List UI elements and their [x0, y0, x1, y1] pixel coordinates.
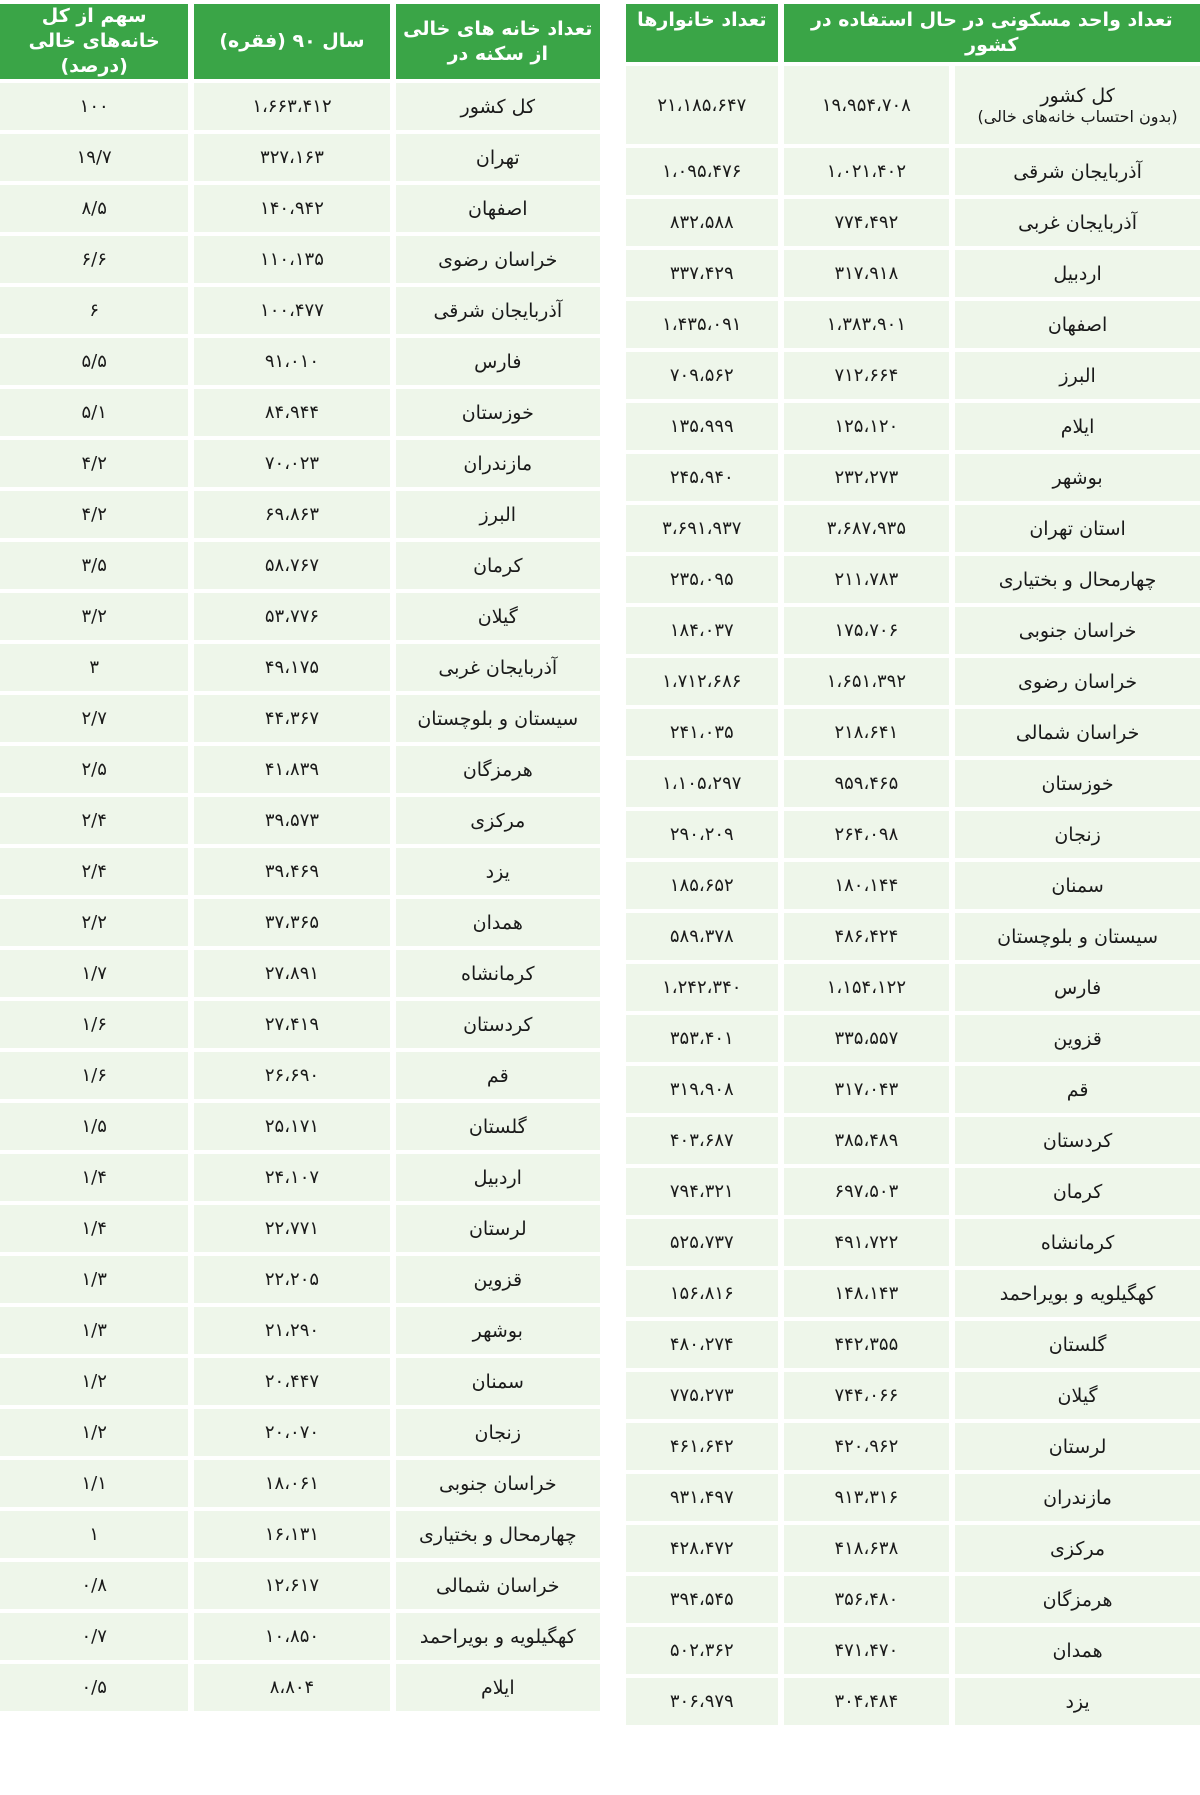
housing-units-cell: ۴۴۲،۳۵۵ — [784, 1321, 950, 1368]
vacant-share-cell: ۱/۶ — [0, 1001, 188, 1048]
vacant-share-cell: ۱/۳ — [0, 1307, 188, 1354]
households-header: تعداد خانوارها — [626, 4, 778, 62]
households-cell: ۱۸۵،۶۵۲ — [626, 862, 778, 909]
vacant-count-cell: ۲۱،۲۹۰ — [194, 1307, 389, 1354]
vacant-count-cell: ۳۹،۵۷۳ — [194, 797, 389, 844]
vacant-count-cell: ۱،۶۶۳،۴۱۲ — [194, 83, 389, 130]
vacant-share-cell: ۱/۵ — [0, 1103, 188, 1150]
vacant-share-cell: ۲/۵ — [0, 746, 188, 793]
table-row — [0, 1460, 600, 1507]
table-row — [626, 607, 1200, 654]
table-row — [0, 1511, 600, 1558]
vacant-name-header: تعداد خانه های خالی از سکنه در — [396, 4, 600, 79]
vacant-share-cell: ۳ — [0, 644, 188, 691]
table-row — [0, 1358, 600, 1405]
table-row — [0, 746, 600, 793]
province-name-cell: قم — [955, 1066, 1200, 1113]
housing-units-cell: ۱۸۰،۱۴۴ — [784, 862, 950, 909]
province-name-cell: مازندران — [955, 1474, 1200, 1521]
province-name-cell: آذربایجان غربی — [396, 644, 600, 691]
vacant-count-cell: ۱۲،۶۱۷ — [194, 1562, 389, 1609]
housing-units-cell: ۱،۰۲۱،۴۰۲ — [784, 148, 950, 195]
table-row — [0, 1664, 600, 1711]
province-name-cell: لرستان — [955, 1423, 1200, 1470]
housing-units-cell: ۳۸۵،۴۸۹ — [784, 1117, 950, 1164]
vacant-share-cell: ۱ — [0, 1511, 188, 1558]
province-name-cell: کل کشور — [396, 83, 600, 130]
table-row — [626, 862, 1200, 909]
vacant-share-cell: ۱/۱ — [0, 1460, 188, 1507]
province-name-cell: زنجان — [396, 1409, 600, 1456]
households-cell: ۲۹۰،۲۰۹ — [626, 811, 778, 858]
table-row — [0, 440, 600, 487]
province-name-cell: خراسان رضوی — [396, 236, 600, 283]
province-name-cell: کرمان — [396, 542, 600, 589]
households-cell: ۳۵۳،۴۰۱ — [626, 1015, 778, 1062]
province-name-cell: کرمانشاه — [955, 1219, 1200, 1266]
vacant-houses-body — [0, 83, 600, 1711]
province-name-cell: آذربایجان غربی — [955, 199, 1200, 246]
households-cell: ۱،۲۴۲،۳۴۰ — [626, 964, 778, 1011]
vacant-count-cell: ۲۰،۴۴۷ — [194, 1358, 389, 1405]
housing-units-cell: ۳۳۵،۵۵۷ — [784, 1015, 950, 1062]
households-cell: ۷۹۴،۳۲۱ — [626, 1168, 778, 1215]
table-row — [626, 1423, 1200, 1470]
province-name-cell: هرمزگان — [955, 1576, 1200, 1623]
vacant-share-cell: ۱۰۰ — [0, 83, 188, 130]
vacant-count-cell: ۳۷،۳۶۵ — [194, 899, 389, 946]
vacant-count-cell: ۴۱،۸۳۹ — [194, 746, 389, 793]
table-row — [0, 338, 600, 385]
province-name-cell: گلستان — [955, 1321, 1200, 1368]
housing-units-cell: ۷۱۲،۶۶۴ — [784, 352, 950, 399]
vacant-share-cell: ۴/۲ — [0, 440, 188, 487]
table-row — [0, 83, 600, 130]
households-cell: ۱۳۵،۹۹۹ — [626, 403, 778, 450]
vacant-count-cell: ۵۳،۷۷۶ — [194, 593, 389, 640]
province-name-cell: خراسان جنوبی — [955, 607, 1200, 654]
vacant-count-cell: ۲۷،۴۱۹ — [194, 1001, 389, 1048]
table-row — [626, 66, 1200, 144]
province-name-cell: قزوین — [955, 1015, 1200, 1062]
table-row — [626, 1015, 1200, 1062]
housing-units-cell: ۷۴۴،۰۶۶ — [784, 1372, 950, 1419]
vacant-count-cell: ۵۸،۷۶۷ — [194, 542, 389, 589]
province-name-cell: زنجان — [955, 811, 1200, 858]
households-cell: ۱،۱۰۵،۲۹۷ — [626, 760, 778, 807]
housing-units-header: تعداد واحد مسکونی در حال استفاده در کشور — [784, 4, 1200, 62]
province-name-cell: اردبیل — [955, 250, 1200, 297]
vacant-share-cell: ۱/۶ — [0, 1052, 188, 1099]
table-row — [0, 1154, 600, 1201]
table-row — [0, 1409, 600, 1456]
vacant-share-cell: ۵/۱ — [0, 389, 188, 436]
province-name-cell: خراسان رضوی — [955, 658, 1200, 705]
table-row — [626, 1372, 1200, 1419]
table-row — [0, 389, 600, 436]
households-cell: ۷۰۹،۵۶۲ — [626, 352, 778, 399]
housing-units-cell: ۱۲۵،۱۲۰ — [784, 403, 950, 450]
province-name-cell: خراسان جنوبی — [396, 1460, 600, 1507]
households-cell: ۱۸۴،۰۳۷ — [626, 607, 778, 654]
households-cell: ۳۱۹،۹۰۸ — [626, 1066, 778, 1113]
table-row — [626, 505, 1200, 552]
vacant-share-cell: ۸/۵ — [0, 185, 188, 232]
housing-units-cell: ۴۱۸،۶۳۸ — [784, 1525, 950, 1572]
table-row — [0, 185, 600, 232]
table-row — [0, 848, 600, 895]
households-cell: ۷۷۵،۲۷۳ — [626, 1372, 778, 1419]
province-name-cell: گیلان — [396, 593, 600, 640]
vacant-houses-header-row — [0, 4, 600, 79]
housing-units-table — [620, 0, 1200, 1729]
table-row — [626, 1117, 1200, 1164]
province-name-cell: سمنان — [396, 1358, 600, 1405]
province-name-cell: سمنان — [955, 862, 1200, 909]
row-name-subtitle: (بدون احتساب خانه‌های خالی) — [977, 106, 1178, 126]
table-row — [0, 593, 600, 640]
table-row — [0, 797, 600, 844]
households-cell: ۱۵۶،۸۱۶ — [626, 1270, 778, 1317]
table-row — [0, 236, 600, 283]
housing-units-cell: ۳۰۴،۴۸۴ — [784, 1678, 950, 1725]
vacant-share-cell: ۳/۵ — [0, 542, 188, 589]
province-name-cell: یزد — [396, 848, 600, 895]
province-name-cell: بوشهر — [955, 454, 1200, 501]
vacant-count-cell: ۲۴،۱۰۷ — [194, 1154, 389, 1201]
province-name-cell: هرمزگان — [396, 746, 600, 793]
vacant-count-cell: ۸،۸۰۴ — [194, 1664, 389, 1711]
households-cell: ۲۴۵،۹۴۰ — [626, 454, 778, 501]
province-name-cell: مرکزی — [955, 1525, 1200, 1572]
households-cell: ۱،۷۱۲،۶۸۶ — [626, 658, 778, 705]
households-cell: ۴۶۱،۶۴۲ — [626, 1423, 778, 1470]
vacant-share-cell: ۲/۴ — [0, 848, 188, 895]
vacant-share-cell: ۱/۲ — [0, 1358, 188, 1405]
province-name-cell: خراسان شمالی — [396, 1562, 600, 1609]
housing-units-body — [626, 66, 1200, 1725]
province-name-cell: گیلان — [955, 1372, 1200, 1419]
table-row — [626, 1678, 1200, 1725]
households-cell: ۵۲۵،۷۳۷ — [626, 1219, 778, 1266]
province-name-cell: سیستان و بلوچستان — [955, 913, 1200, 960]
vacant-year-header: سال ۹۰ (فقره) — [194, 4, 389, 79]
table-row — [626, 1321, 1200, 1368]
table-row — [0, 1307, 600, 1354]
table-row — [0, 950, 600, 997]
vacant-share-cell: ۱۹/۷ — [0, 134, 188, 181]
households-cell: ۴۲۸،۴۷۲ — [626, 1525, 778, 1572]
households-cell: ۲۳۵،۰۹۵ — [626, 556, 778, 603]
households-cell: ۲۱،۱۸۵،۶۴۷ — [626, 66, 778, 144]
vacant-share-cell: ۳/۲ — [0, 593, 188, 640]
housing-units-cell: ۲۳۲،۲۷۳ — [784, 454, 950, 501]
table-row — [626, 148, 1200, 195]
province-name-cell: کهگیلویه و بویراحمد — [396, 1613, 600, 1660]
province-name-cell — [955, 66, 1200, 144]
row-name-text: کل کشور — [1040, 84, 1115, 107]
table-row — [626, 760, 1200, 807]
households-cell: ۳۰۶،۹۷۹ — [626, 1678, 778, 1725]
province-name-cell: کردستان — [396, 1001, 600, 1048]
housing-units-cell: ۴۹۱،۷۲۲ — [784, 1219, 950, 1266]
housing-units-cell: ۱،۱۵۴،۱۲۲ — [784, 964, 950, 1011]
vacant-share-cell: ۶/۶ — [0, 236, 188, 283]
households-cell: ۴۸۰،۲۷۴ — [626, 1321, 778, 1368]
vacant-count-cell: ۲۵،۱۷۱ — [194, 1103, 389, 1150]
table-row — [626, 1474, 1200, 1521]
households-cell: ۱،۴۳۵،۰۹۱ — [626, 301, 778, 348]
province-name-cell: خراسان شمالی — [955, 709, 1200, 756]
table-row — [626, 1066, 1200, 1113]
households-cell: ۳۳۷،۴۲۹ — [626, 250, 778, 297]
province-name-cell: اصفهان — [955, 301, 1200, 348]
housing-units-cell: ۴۲۰،۹۶۲ — [784, 1423, 950, 1470]
vacant-count-cell: ۴۹،۱۷۵ — [194, 644, 389, 691]
housing-units-cell: ۴۷۱،۴۷۰ — [784, 1627, 950, 1674]
vacant-count-cell: ۷۰،۰۲۳ — [194, 440, 389, 487]
vacant-share-cell: ۱/۲ — [0, 1409, 188, 1456]
province-name-cell: کرمان — [955, 1168, 1200, 1215]
table-row — [626, 1219, 1200, 1266]
households-cell: ۱،۰۹۵،۴۷۶ — [626, 148, 778, 195]
province-name-cell: مرکزی — [396, 797, 600, 844]
housing-units-cell: ۶۹۷،۵۰۳ — [784, 1168, 950, 1215]
table-row — [0, 491, 600, 538]
housing-units-cell: ۳۱۷،۹۱۸ — [784, 250, 950, 297]
vacant-houses-table — [0, 0, 606, 1715]
housing-units-cell: ۱۴۸،۱۴۳ — [784, 1270, 950, 1317]
vacant-count-cell: ۲۲،۲۰۵ — [194, 1256, 389, 1303]
housing-units-cell: ۲۱۱،۷۸۳ — [784, 556, 950, 603]
vacant-count-cell: ۱۰۰،۴۷۷ — [194, 287, 389, 334]
housing-units-header-row — [626, 4, 1200, 62]
vacant-count-cell: ۳۹،۴۶۹ — [194, 848, 389, 895]
table-row — [0, 542, 600, 589]
table-row — [626, 199, 1200, 246]
vacant-share-cell: ۴/۲ — [0, 491, 188, 538]
vacant-count-cell: ۲۲،۷۷۱ — [194, 1205, 389, 1252]
vacant-count-cell: ۸۴،۹۴۴ — [194, 389, 389, 436]
vacant-share-cell: ۲/۷ — [0, 695, 188, 742]
vacant-count-cell: ۲۰،۰۷۰ — [194, 1409, 389, 1456]
housing-units-cell: ۲۱۸،۶۴۱ — [784, 709, 950, 756]
households-cell: ۲۴۱،۰۳۵ — [626, 709, 778, 756]
vacant-count-cell: ۱۶،۱۳۱ — [194, 1511, 389, 1558]
housing-units-cell: ۱،۶۵۱،۳۹۲ — [784, 658, 950, 705]
province-name-cell: ایلام — [955, 403, 1200, 450]
housing-units-cell: ۱۹،۹۵۴،۷۰۸ — [784, 66, 950, 144]
vacant-count-cell: ۱۸،۰۶۱ — [194, 1460, 389, 1507]
province-name-cell: یزد — [955, 1678, 1200, 1725]
table-row — [626, 403, 1200, 450]
table-row — [626, 1576, 1200, 1623]
table-row — [0, 695, 600, 742]
province-name-cell: استان تهران — [955, 505, 1200, 552]
vacant-share-cell: ۱/۴ — [0, 1205, 188, 1252]
province-name-cell: آذربایجان شرقی — [396, 287, 600, 334]
housing-units-cell: ۳۱۷،۰۴۳ — [784, 1066, 950, 1113]
province-name-cell: چهارمحال و بختیاری — [955, 556, 1200, 603]
province-name-cell: ایلام — [396, 1664, 600, 1711]
table-row — [0, 644, 600, 691]
table-row — [0, 1613, 600, 1660]
province-name-cell: اردبیل — [396, 1154, 600, 1201]
table-row — [0, 899, 600, 946]
province-name-cell: تهران — [396, 134, 600, 181]
province-name-cell: همدان — [396, 899, 600, 946]
vacant-share-cell: ۱/۴ — [0, 1154, 188, 1201]
table-row — [626, 454, 1200, 501]
table-row — [626, 352, 1200, 399]
province-name-cell: قم — [396, 1052, 600, 1099]
table-row — [0, 1562, 600, 1609]
households-cell: ۳،۶۹۱،۹۳۷ — [626, 505, 778, 552]
households-cell: ۵۸۹،۳۷۸ — [626, 913, 778, 960]
province-name-cell: گلستان — [396, 1103, 600, 1150]
housing-units-cell: ۱۷۵،۷۰۶ — [784, 607, 950, 654]
province-name-cell: آذربایجان شرقی — [955, 148, 1200, 195]
vacant-share-cell: ۰/۷ — [0, 1613, 188, 1660]
province-name-cell: مازندران — [396, 440, 600, 487]
table-row — [626, 250, 1200, 297]
vacant-share-cell: ۰/۵ — [0, 1664, 188, 1711]
table-row — [626, 301, 1200, 348]
table-row — [0, 1256, 600, 1303]
table-row — [626, 709, 1200, 756]
table-row — [626, 1270, 1200, 1317]
households-cell: ۸۳۲،۵۸۸ — [626, 199, 778, 246]
households-cell: ۹۳۱،۴۹۷ — [626, 1474, 778, 1521]
table-row — [626, 913, 1200, 960]
province-name-cell: فارس — [396, 338, 600, 385]
housing-units-cell: ۹۵۹،۴۶۵ — [784, 760, 950, 807]
vacant-share-cell: ۲/۴ — [0, 797, 188, 844]
table-row — [0, 1103, 600, 1150]
table-row — [626, 964, 1200, 1011]
vacant-share-header: سهم از کل خانه‌های خالی (درصد) — [0, 4, 188, 79]
vacant-share-cell: ۵/۵ — [0, 338, 188, 385]
vacant-share-cell: ۶ — [0, 287, 188, 334]
housing-units-cell: ۹۱۳،۳۱۶ — [784, 1474, 950, 1521]
province-name-cell: لرستان — [396, 1205, 600, 1252]
vacant-count-cell: ۴۴،۳۶۷ — [194, 695, 389, 742]
vacant-share-cell: ۱/۳ — [0, 1256, 188, 1303]
table-row — [626, 1525, 1200, 1572]
housing-units-cell: ۱،۳۸۳،۹۰۱ — [784, 301, 950, 348]
table-row — [0, 287, 600, 334]
table-row — [626, 1168, 1200, 1215]
province-name-cell: کرمانشاه — [396, 950, 600, 997]
province-name-cell: سیستان و بلوچستان — [396, 695, 600, 742]
vacant-count-cell: ۹۱،۰۱۰ — [194, 338, 389, 385]
vacant-count-cell: ۶۹،۸۶۳ — [194, 491, 389, 538]
table-row — [0, 1052, 600, 1099]
vacant-count-cell: ۲۶،۶۹۰ — [194, 1052, 389, 1099]
table-row — [0, 1205, 600, 1252]
table-row — [626, 811, 1200, 858]
province-name-cell: کهگیلویه و بویراحمد — [955, 1270, 1200, 1317]
vacant-share-cell: ۲/۲ — [0, 899, 188, 946]
table-row — [626, 658, 1200, 705]
vacant-count-cell: ۲۷،۸۹۱ — [194, 950, 389, 997]
province-name-cell: بوشهر — [396, 1307, 600, 1354]
vacant-count-cell: ۱۱۰،۱۳۵ — [194, 236, 389, 283]
province-name-cell: البرز — [396, 491, 600, 538]
province-name-cell: همدان — [955, 1627, 1200, 1674]
vacant-count-cell: ۳۲۷،۱۶۳ — [194, 134, 389, 181]
province-name-cell: کردستان — [955, 1117, 1200, 1164]
vacant-count-cell: ۱۰،۸۵۰ — [194, 1613, 389, 1660]
households-cell: ۴۰۳،۶۸۷ — [626, 1117, 778, 1164]
province-name-cell: فارس — [955, 964, 1200, 1011]
housing-units-cell: ۳،۶۸۷،۹۳۵ — [784, 505, 950, 552]
households-cell: ۳۹۴،۵۴۵ — [626, 1576, 778, 1623]
province-name-cell: خوزستان — [396, 389, 600, 436]
households-cell: ۵۰۲،۳۶۲ — [626, 1627, 778, 1674]
vacant-count-cell: ۱۴۰،۹۴۲ — [194, 185, 389, 232]
province-name-cell: البرز — [955, 352, 1200, 399]
table-row — [0, 1001, 600, 1048]
province-name-cell: چهارمحال و بختیاری — [396, 1511, 600, 1558]
table-row — [626, 1627, 1200, 1674]
table-row — [626, 556, 1200, 603]
table-row — [0, 134, 600, 181]
housing-units-cell: ۴۸۶،۴۲۴ — [784, 913, 950, 960]
vacant-share-cell: ۰/۸ — [0, 1562, 188, 1609]
housing-units-cell: ۷۷۴،۴۹۲ — [784, 199, 950, 246]
province-name-cell: قزوین — [396, 1256, 600, 1303]
province-name-cell: خوزستان — [955, 760, 1200, 807]
housing-units-cell: ۲۶۴،۰۹۸ — [784, 811, 950, 858]
vacant-share-cell: ۱/۷ — [0, 950, 188, 997]
province-name-cell: اصفهان — [396, 185, 600, 232]
housing-units-cell: ۳۵۶،۴۸۰ — [784, 1576, 950, 1623]
